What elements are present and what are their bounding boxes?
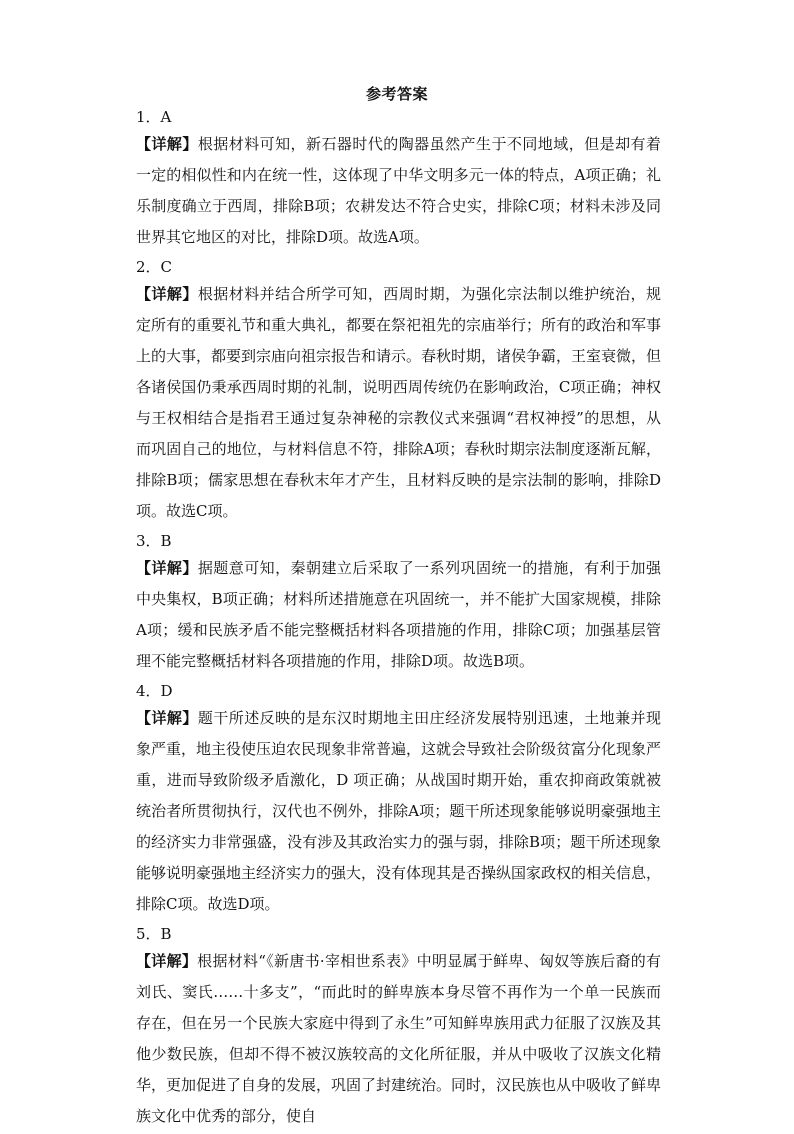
answer-explanation xyxy=(136,279,661,527)
answer-number: 5．B xyxy=(136,925,172,943)
explanation-text: 据题意可知，秦朝建立后采取了一系列巩固统一的措施，有利于加强中央集权，B项正确；材料所述措施意在巩固统一，并不能扩大国家规模，排除A项；缓和民族矛盾不能完整概括材料各项措施的作用，排除C项；加强基层管理不能完整概括材料各项措施的作用，排除D项。故选B项。 xyxy=(136,559,661,670)
answer-explanation xyxy=(136,553,661,677)
explanation-text: 根据材料并结合所学可知，西周时期，为强化宗法制以维护统治，规定所有的重要礼节和重大典礼，都要在祭祀祖先的宗庙举行；所有的政治和军事上的大事，都要到宗庙向祖宗报告和请示。春秋时期，诸侯争霸，王室衰微，但各诸侯国仍秉承西周时期的礼制，说明西周传统仍在影响政治，C项正确；神权与王权相结合是指君王通过复杂神秘的宗教仪式来强调“君权神授”的思想，从而巩固自己的地位，与材料信息不符，排除A项；春秋时期宗法制度逐渐瓦解，排除B项；儒家思想在春秋末年才产生，且材料反映的是宗法制的影响，排除D项。故选C项。 xyxy=(136,285,662,520)
explanation-tag: 【详解】 xyxy=(136,135,198,153)
answer-item xyxy=(136,922,661,1132)
explanation-text: 根据材料“《新唐书·宰相世系表》中明显属于鲜卑、匈奴等族后裔的有刘氏、窦氏……十多支”，“而此时的鲜卑族本身尽管不再作为一个单一民族而存在，但在另一个民族大家庭中得到了永生”可知鲜卑族用武力征服了汉族及其他少数民族，但却不得不被汉族较高的文化所征服，并从中吸收了汉族文化精华，更加促进了自身的发展，巩固了封建统治。同时，汉民族也从中吸收了鲜卑族文化中优秀的部分，使自 xyxy=(136,952,662,1125)
explanation-tag: 【详解】 xyxy=(136,559,198,577)
answer-item xyxy=(136,679,661,920)
answer-list xyxy=(136,105,661,1134)
explanation-tag: 【详解】 xyxy=(136,709,198,727)
explanation-text: 题干所述反映的是东汉时期地主田庄经济发展特别迅速，土地兼并现象严重，地主役使压迫农民现象非常普遍，这就会导致社会阶级贫富分化现象严重，进而导致阶级矛盾激化，D 项正确；从战国时期开始，重农抑商政策就被统治者所贯彻执行，汉代也不例外，排除A项；题干所述现象能够说明豪强地主的经济实力非常强盛，没有涉及其政治实力的强与弱，排除B项；题干所述现象能够说明豪强地主经济实力的强大，没有体现其是否操纵国家政权的相关信息，排除C项。故选D项。 xyxy=(136,709,662,913)
answer-item xyxy=(136,255,661,527)
answer-number: 2．C xyxy=(136,258,173,276)
answer-number: 4．D xyxy=(136,682,173,700)
explanation-text: 根据材料可知，新石器时代的陶器虽然产生于不同地域，但是却有着一定的相似性和内在统一性，这体现了中华文明多元一体的特点，A项正确；礼乐制度确立于西周，排除B项；农耕发达不符合史实，排除C项；材料未涉及同世界其它地区的对比，排除D项。故选A项。 xyxy=(136,135,661,246)
answer-number: 3．B xyxy=(136,532,172,550)
page-title: 参考答案 xyxy=(365,85,428,103)
answer-explanation xyxy=(136,946,661,1132)
answer-number: 1．A xyxy=(136,108,172,126)
answer-explanation xyxy=(136,129,661,253)
explanation-tag: 【详解】 xyxy=(136,952,198,970)
answer-item xyxy=(136,529,661,677)
answer-explanation xyxy=(136,703,661,920)
answer-item xyxy=(136,105,661,253)
explanation-tag: 【详解】 xyxy=(136,285,198,303)
